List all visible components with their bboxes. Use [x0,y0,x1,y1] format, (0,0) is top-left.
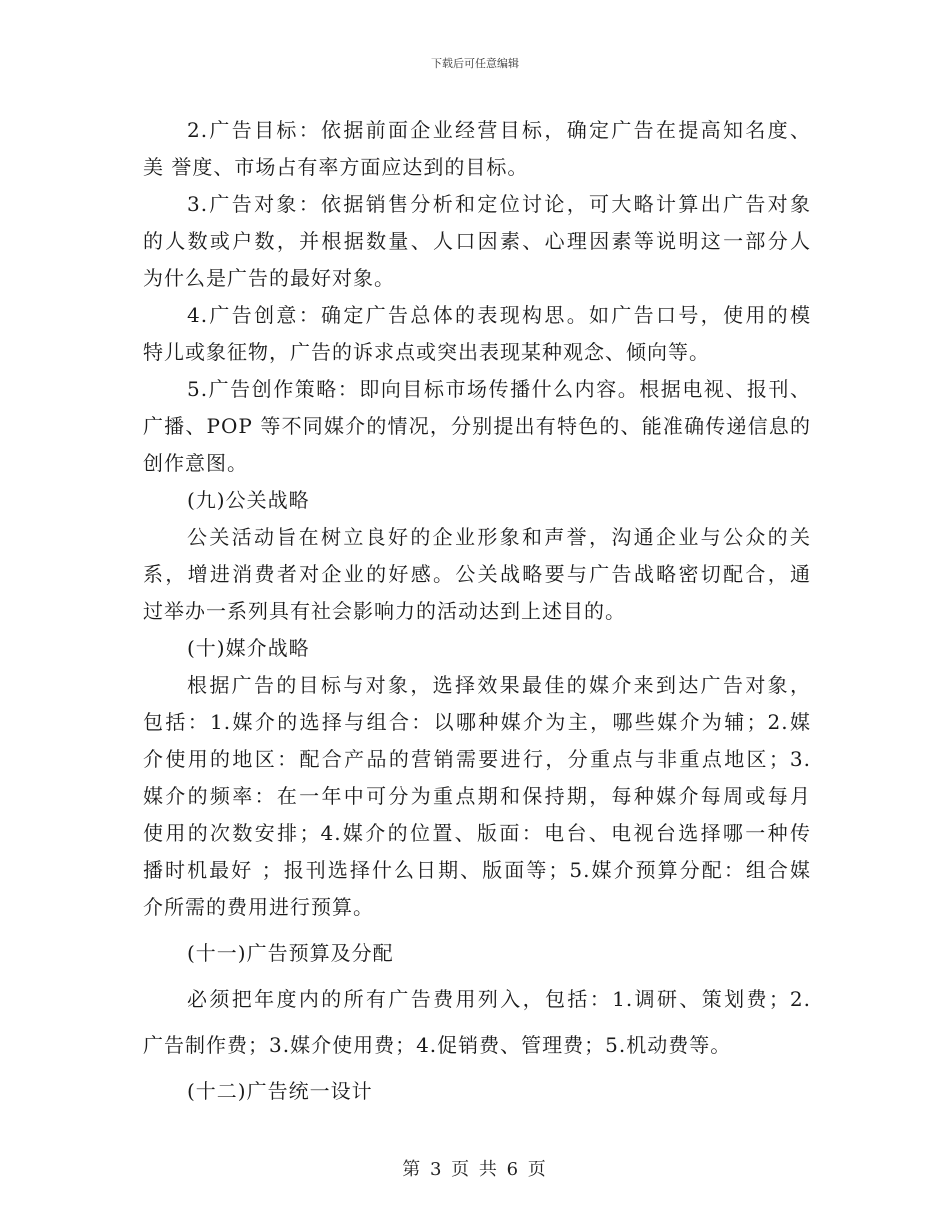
text-line: 使用的次数安排；4.媒介的位置、版面：电台、电视台选择哪一种传 [143,821,811,845]
section-heading-design: (十二)广告统一设计 [187,1079,373,1103]
text-line: 包括：1.媒介的选择与组合：以哪种媒介为主，哪些媒介为辅；2.媒 [143,710,811,734]
paragraph-ad-creative [143,297,811,371]
text-line: 的人数或户数，并根据数量、人口因素、心理因素等说明这一部分人 [143,229,811,253]
paragraph-ad-target [143,186,811,297]
text-line: 系，增进消费者对企业的好感。公关战略要与广告战略密切配合，通 [143,562,811,586]
text-line: 介所需的费用进行预算。 [143,895,374,919]
page-footer: 第 3 页 共 6 页 [402,1159,548,1180]
text-line: 播时机最好 ；报刊选择什么日期、版面等；5.媒介预算分配：组合媒 [143,858,811,882]
section-heading-media: (十)媒介战略 [187,636,310,660]
text-line: 4.广告创意：确定广告总体的表现构思。如广告口号，使用的模 [187,303,811,327]
text-line: 媒介的频率：在一年中可分为重点期和保持期，每种媒介每周或每月 [143,784,811,808]
text-line: 5.广告创作策略：即向目标市场传播什么内容。根据电视、报刊、 [187,377,811,401]
paragraph-pr [143,519,811,630]
page-header: 下载后可任意编辑 [431,57,519,70]
paragraph-ad-goal [143,112,811,186]
text-line: 美 誉度、市场占有率方面应达到的目标。 [143,155,529,179]
paragraph-media [143,667,811,926]
section-heading-budget: (十一)广告预算及分配 [187,941,394,965]
text-line: 公关活动旨在树立良好的企业形象和声誉，沟通企业与公众的关 [187,525,811,549]
text-line: 介使用的地区：配合产品的营销需要进行，分重点与非重点地区；3. [143,747,811,771]
text-line: 2.广告目标：依据前面企业经营目标，确定广告在提高知名度、 [187,118,811,142]
text-line: 3.广告对象：依据销售分析和定位讨论，可大略计算出广告对象 [187,192,811,216]
section-heading-pr: (九)公关战略 [187,488,310,512]
text-line: 必须把年度内的所有广告费用列入，包括：1.调研、策划费；2. [187,987,811,1011]
document-body [143,112,811,1110]
text-line: 特儿或象征物，广告的诉求点或突出表现某种观念、倾向等。 [143,340,710,364]
text-line: 根据广告的目标与对象，选择效果最佳的媒介来到达广告对象， [187,673,811,697]
text-line: 为什么是广告的最好对象。 [143,266,395,290]
text-line: 广播、POP 等不同媒介的情况，分别提出有特色的、能准确传递信息的 [143,414,811,438]
text-line: 创作意图。 [143,451,248,475]
paragraph-ad-strategy [143,371,811,482]
text-line: 广告制作费；3.媒介使用费；4.促销费、管理费；5.机动费等。 [143,1033,732,1057]
text-line: 过举办一系列具有社会影响力的活动达到上述目的。 [143,599,626,623]
paragraph-budget [143,981,811,1064]
